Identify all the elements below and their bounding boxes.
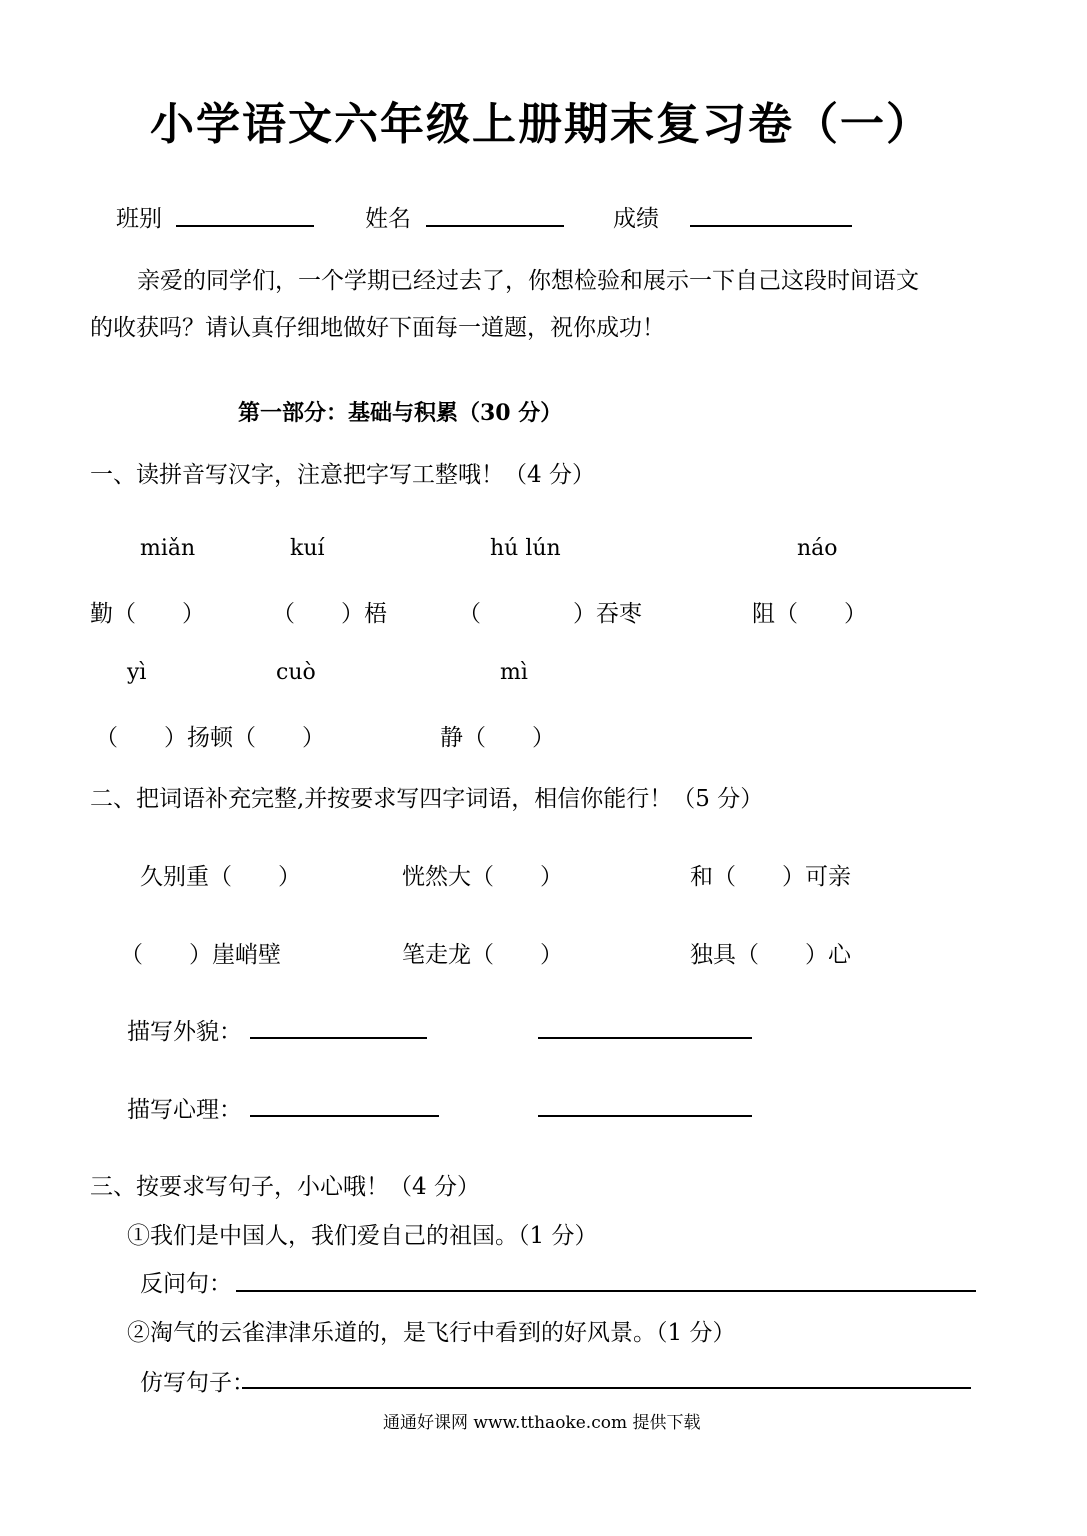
- appearance-blank-1[interactable]: [250, 1037, 427, 1039]
- name-blank[interactable]: [426, 225, 564, 227]
- psychology-label: 描写心理：: [127, 1097, 242, 1123]
- rhetorical-question-blank[interactable]: [236, 1290, 976, 1292]
- idiom-jiubiechongfeng[interactable]: 久别重（ ）: [140, 864, 301, 890]
- psychology-blank-2[interactable]: [538, 1115, 752, 1117]
- intro-line2: 的收获吗？请认真仔细地做好下面每一道题，祝你成功！: [90, 315, 665, 341]
- word-yiyang-duncuo[interactable]: （ ）扬顿（ ）: [95, 725, 325, 751]
- intro-line1: 亲爱的同学们，一个学期已经过去了，你想检验和展示一下自己这段时间语文: [137, 268, 919, 294]
- pinyin-hulun: hú lún: [490, 536, 561, 561]
- name-label: 姓名: [365, 206, 411, 232]
- word-hulun-tunzao[interactable]: （ ）吞枣: [458, 601, 642, 627]
- idiom-xuanyaqiaobi[interactable]: （ ）崖峭壁: [120, 942, 281, 968]
- word-zunao[interactable]: 阻（ ）: [752, 601, 867, 627]
- imitation-sentence-label: 仿写句子：: [140, 1370, 255, 1396]
- idiom-huangrandawu[interactable]: 恍然大（ ）: [402, 864, 563, 890]
- pinyin-nao: náo: [797, 536, 838, 561]
- class-label: 班别: [116, 206, 162, 232]
- imitation-sentence-blank[interactable]: [242, 1387, 971, 1389]
- idiom-heaikeqin[interactable]: 和（ ）可亲: [690, 864, 851, 890]
- word-qinmian[interactable]: 勤（ ）: [90, 601, 205, 627]
- class-blank[interactable]: [176, 225, 314, 227]
- appearance-label: 描写外貌：: [127, 1019, 242, 1045]
- pinyin-mi: mì: [500, 660, 528, 685]
- footer-credit: 通通好课网 www.tthaoke.com 提供下载: [383, 1413, 701, 1433]
- rhetorical-question-label: 反问句：: [140, 1271, 232, 1297]
- pinyin-cuo: cuò: [276, 660, 316, 685]
- page-title: 小学语文六年级上册期末复习卷（一）: [150, 99, 932, 150]
- q3-heading: 三、按要求写句子，小心哦！（4 分）: [90, 1174, 480, 1200]
- appearance-blank-2[interactable]: [538, 1037, 752, 1039]
- pinyin-mian: miǎn: [140, 536, 196, 561]
- score-blank[interactable]: [690, 225, 852, 227]
- q2-heading: 二、把词语补充完整,并按要求写四字词语，相信你能行！（5 分）: [90, 786, 764, 812]
- q3-item1: ①我们是中国人，我们爱自己的祖国。（1 分）: [127, 1223, 598, 1249]
- idiom-bizoulongshe[interactable]: 笔走龙（ ）: [402, 942, 563, 968]
- q1-heading: 一、读拼音写汉字，注意把字写工整哦！（4 分）: [90, 462, 595, 488]
- part1-heading: 第一部分：基础与积累（30 分）: [238, 400, 563, 426]
- q3-item2: ②淘气的云雀津津乐道的，是飞行中看到的好风景。（1 分）: [127, 1320, 736, 1346]
- score-label: 成绩: [613, 206, 659, 232]
- word-jingmi[interactable]: 静（ ）: [440, 725, 555, 751]
- psychology-blank-1[interactable]: [250, 1115, 439, 1117]
- idiom-dujujiangxin[interactable]: 独具（ ）心: [690, 942, 851, 968]
- pinyin-kui: kuí: [290, 536, 325, 561]
- word-kuiwu[interactable]: （ ）梧: [272, 601, 387, 627]
- pinyin-yi: yì: [127, 660, 147, 685]
